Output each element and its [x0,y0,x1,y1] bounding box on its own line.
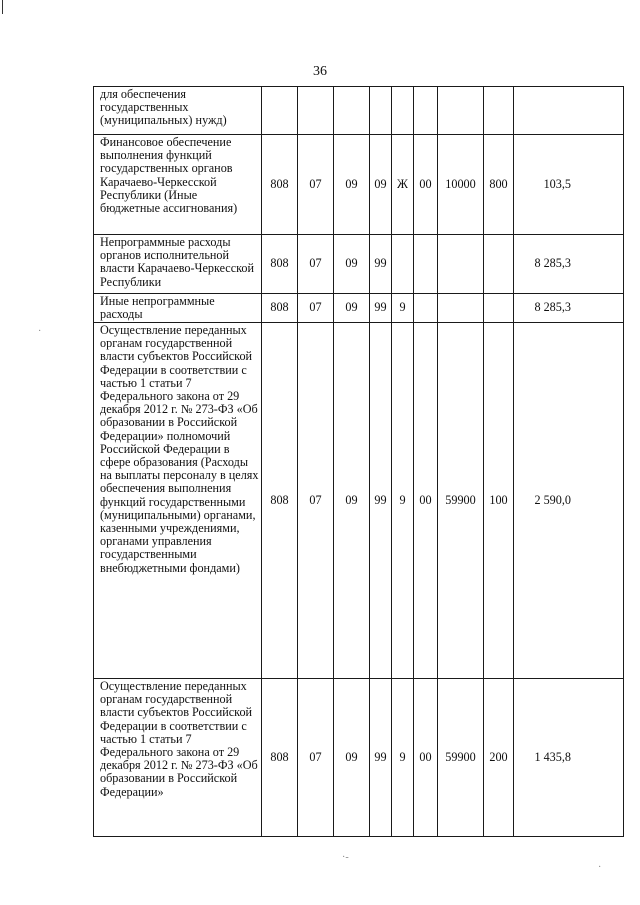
row-name: для обеспечения государственных (муниципальных) нужд) [94,87,262,135]
amount: 1 435,8 [514,679,624,837]
expense-type-code [484,294,514,323]
program-code: 99 [370,235,392,294]
expense-code [438,294,484,323]
direction-code: 00 [414,135,438,235]
program-code: 99 [370,323,392,679]
row-name: Осуществление переданных органам государственной власти субъектов Российской Федерации в соответствии с частью 1 статьи 7 Федерального закона от 29 декабря 2012 г. № 273-ФЗ «Об образовании в Российской Федерации» полномочий Российской Федерации в сфере образования (Расходы на выплаты персоналу в целях обеспечения выполнения функций государственными (муниципальными) органами, казенными учреждениями, органами управления государственными внебюджетными фондами) [94,323,262,679]
expense-code: 59900 [438,679,484,837]
amount: 2 590,0 [514,323,624,679]
row-name: Финансовое обеспечение выполнения функций государственных органов Карачаево-Черкесской Республики (Иные бюджетные ассигнования) [94,135,262,235]
scan-speck: · [38,326,42,337]
subprogram-code [392,87,414,135]
subsection-code: 09 [334,323,370,679]
scan-speck: ·‑ [342,852,349,863]
amount: 8 285,3 [514,235,624,294]
program-code: 99 [370,294,392,323]
subsection-code: 09 [334,679,370,837]
subsection-code [334,87,370,135]
expense-code [438,87,484,135]
amount [514,87,624,135]
amount: 8 285,3 [514,294,624,323]
ministry-code: 808 [262,294,298,323]
expense-type-code: 200 [484,679,514,837]
direction-code [414,235,438,294]
section-code: 07 [298,235,334,294]
subsection-code: 09 [334,235,370,294]
table-row [94,87,624,135]
direction-code [414,294,438,323]
direction-code: 00 [414,323,438,679]
subprogram-code: Ж [392,135,414,235]
table-row [94,135,624,235]
direction-code: 00 [414,679,438,837]
expense-code: 59900 [438,323,484,679]
table-row [94,323,624,679]
budget-table [93,86,624,837]
ministry-code: 808 [262,135,298,235]
page-number: 36 [313,64,327,79]
amount: 103,5 [514,135,624,235]
expense-type-code [484,235,514,294]
section-code: 07 [298,294,334,323]
section-code: 07 [298,323,334,679]
scan-speck: · [598,862,602,873]
subprogram-code: 9 [392,679,414,837]
ministry-code: 808 [262,679,298,837]
ministry-code: 808 [262,323,298,679]
table-row [94,294,624,323]
subsection-code: 09 [334,294,370,323]
ministry-code: 808 [262,235,298,294]
scan-edge-mark [2,0,3,14]
program-code [370,87,392,135]
table-row [94,679,624,837]
row-name: Иные непрограммные расходы [94,294,262,323]
expense-type-code [484,87,514,135]
section-code [298,87,334,135]
program-code: 99 [370,679,392,837]
subprogram-code: 9 [392,294,414,323]
section-code: 07 [298,679,334,837]
row-name: Осуществление переданных органам государственной власти субъектов Российской Федерации в соответствии с частью 1 статьи 7 Федерального закона от 29 декабря 2012 г. № 273-ФЗ «Об образовании в Российской Федерации» [94,679,262,837]
subprogram-code [392,235,414,294]
subsection-code: 09 [334,135,370,235]
expense-code: 10000 [438,135,484,235]
table-row [94,235,624,294]
expense-code [438,235,484,294]
expense-type-code: 800 [484,135,514,235]
row-name: Непрограммные расходы органов исполнительной власти Карачаево-Черкесской Республики [94,235,262,294]
direction-code [414,87,438,135]
expense-type-code: 100 [484,323,514,679]
section-code: 07 [298,135,334,235]
subprogram-code: 9 [392,323,414,679]
program-code: 09 [370,135,392,235]
ministry-code [262,87,298,135]
